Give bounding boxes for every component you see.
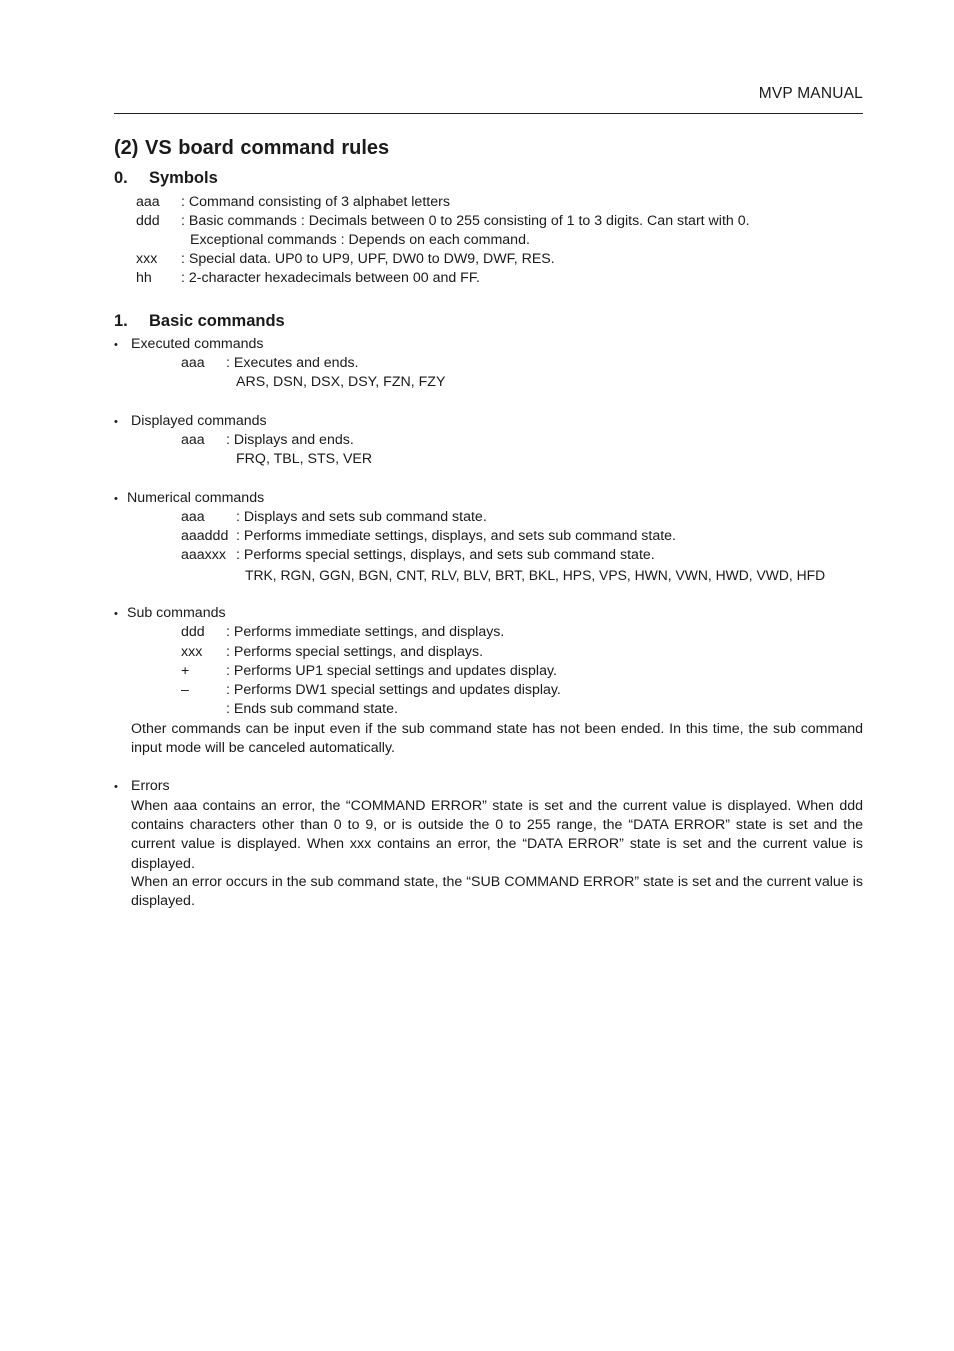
symbol-description: : 2-character hexadecimals between 00 and FF. bbox=[181, 270, 480, 286]
symbol-description-continued: Exceptional commands : Depends on each command. bbox=[190, 232, 530, 248]
bullet-icon: • bbox=[114, 608, 118, 620]
symbols-heading: Symbols bbox=[149, 169, 218, 187]
numerical-term: aaaddd bbox=[181, 528, 229, 544]
symbol-term: ddd bbox=[136, 213, 160, 229]
symbol-description: : Basic commands : Decimals between 0 to 255 consisting of 1 to 3 digits. Can start with 0. bbox=[181, 213, 750, 229]
symbol-term: xxx bbox=[136, 251, 158, 267]
bullet-icon: • bbox=[114, 781, 118, 793]
bullet-icon: • bbox=[114, 339, 118, 351]
symbols-heading-number: 0. bbox=[114, 169, 128, 187]
symbol-term: aaa bbox=[136, 194, 160, 210]
basic-heading-number: 1. bbox=[114, 312, 128, 330]
executed-description: : Executes and ends. bbox=[226, 355, 359, 371]
sub-term: xxx bbox=[181, 644, 203, 660]
header-title: MVP MANUAL bbox=[758, 85, 863, 102]
numerical-term: aaa bbox=[181, 509, 205, 525]
sub-description: : Performs special settings, and displays. bbox=[226, 644, 484, 660]
bullet-icon: • bbox=[114, 493, 118, 505]
sub-term: + bbox=[181, 663, 190, 679]
symbol-description: : Special data. UP0 to UP9, UPF, DW0 to DW9, DWF, RES. bbox=[181, 251, 555, 267]
errors-paragraph: When aaa contains an error, the “COMMAND ERROR” state is set and the current value is displayed. When ddd contains characters other than 0 to 9, or is outside the 0 to 255 range, the “DATA ERROR” state is set and the current value is displayed. When xxx contains an error, the “DATA ERROR” state is set and the current value is displayed. bbox=[131, 798, 863, 872]
sub-description: : Performs UP1 special settings and updates display. bbox=[226, 663, 557, 679]
symbol-description: : Command consisting of 3 alphabet letters bbox=[181, 194, 450, 210]
displayed-label: Displayed commands bbox=[131, 413, 267, 429]
sub-description: : Performs DW1 special settings and updates display. bbox=[226, 682, 561, 698]
header-rule bbox=[114, 113, 863, 114]
displayed-command-list: FRQ, TBL, STS, VER bbox=[236, 451, 373, 467]
errors-paragraph: When an error occurs in the sub command state, the “SUB COMMAND ERROR” state is set and the current value is displayed. bbox=[131, 874, 863, 910]
sub-description: : Ends sub command state. bbox=[226, 701, 398, 717]
displayed-term: aaa bbox=[181, 432, 205, 448]
sub-description: : Performs immediate settings, and displays. bbox=[226, 624, 505, 640]
displayed-description: : Displays and ends. bbox=[226, 432, 354, 448]
numerical-description: : Performs special settings, displays, and sets sub command state. bbox=[236, 547, 655, 563]
numerical-term: aaaxxx bbox=[181, 547, 226, 563]
executed-term: aaa bbox=[181, 355, 205, 371]
executed-label: Executed commands bbox=[131, 336, 264, 352]
section-title: (2) VS board command rules bbox=[114, 137, 390, 159]
numerical-command-list: TRK, RGN, GGN, BGN, CNT, RLV, BLV, BRT, BKL, HPS, VPS, HWN, VWN, HWD, VWD, HFD bbox=[245, 567, 826, 583]
sub-term: – bbox=[181, 682, 189, 698]
numerical-description: : Displays and sets sub command state. bbox=[236, 509, 487, 525]
executed-command-list: ARS, DSN, DSX, DSY, FZN, FZY bbox=[236, 374, 446, 390]
bullet-icon: • bbox=[114, 416, 118, 428]
symbol-term: hh bbox=[136, 270, 152, 286]
basic-heading: Basic commands bbox=[149, 312, 285, 330]
numerical-label: Numerical commands bbox=[127, 490, 265, 506]
errors-label: Errors bbox=[131, 778, 170, 794]
numerical-description: : Performs immediate settings, displays, and sets sub command state. bbox=[236, 528, 676, 544]
sub-note: Other commands can be input even if the sub command state has not been ended. In this time, the sub command input mode will be canceled automatically. bbox=[131, 721, 863, 757]
sub-label: Sub commands bbox=[127, 605, 226, 621]
sub-term: ddd bbox=[181, 624, 205, 640]
